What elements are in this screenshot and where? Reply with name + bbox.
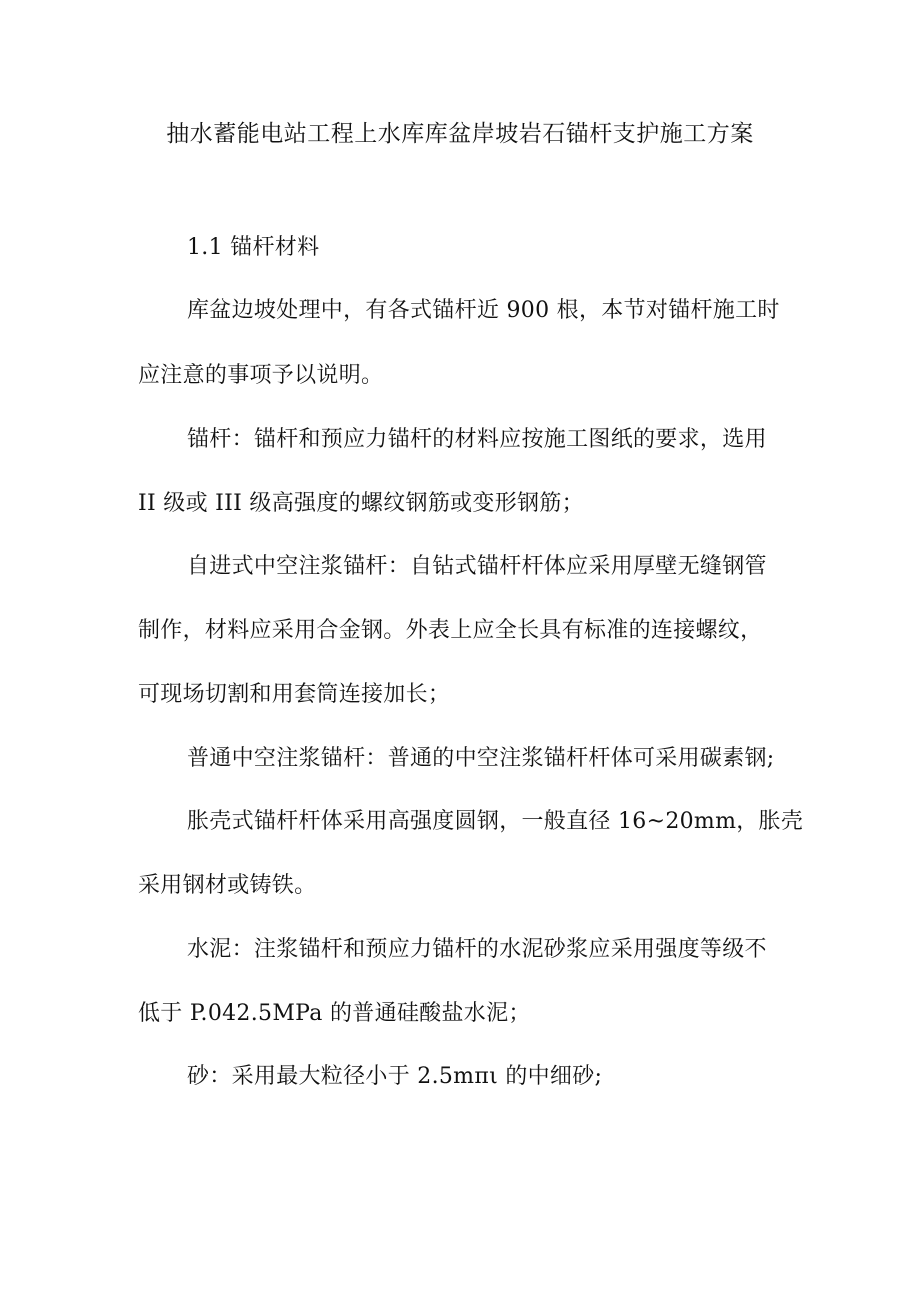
paragraph-line: 水泥：注浆锚杆和预应力锚杆的水泥砂浆应采用强度等级不 (187, 937, 767, 962)
document-title: 抽水蓄能电站工程上水库库盆岸坡岩石锚杆支护施工方案 (166, 121, 754, 147)
section-heading: 1.1 锚杆材料 (187, 235, 320, 260)
paragraph-line: 锚杆：锚杆和预应力锚杆的材料应按施工图纸的要求，选用 (187, 427, 767, 452)
paragraph-line: 制作，材料应采用合金钢。外表上应全长具有标准的连接螺纹， (138, 618, 763, 643)
paragraph-line: 普通中空注浆锚杆：普通的中空注浆锚杆杆体可采用碳素钢; (187, 746, 775, 771)
paragraph-line: 自进式中空注浆锚杆：自钻式锚杆杆体应采用厚壁无缝钢管 (187, 554, 767, 579)
paragraph-line: II 级或 III 级高强度的螺纹钢筋或变形钢筋； (138, 491, 584, 516)
paragraph-line: 采用钢材或铸铁。 (138, 873, 317, 898)
paragraph-line: 应注意的事项予以说明。 (138, 363, 384, 388)
paragraph-line: 低于 P.042.5MPa 的普通硅酸盐水泥； (138, 1001, 531, 1026)
paragraph-line: 胀壳式锚杆杆体采用高强度圆钢，一般直径 16~20mm，胀壳 (187, 809, 804, 834)
paragraph-line: 库盆边坡处理中，有各式锚杆近 900 根，本节对锚杆施工时 (187, 298, 780, 323)
paragraph-line: 可现场切割和用套筒连接加长； (138, 682, 451, 707)
paragraph-line: 砂：采用最大粒径小于 2.5mπι 的中细砂; (187, 1064, 603, 1089)
